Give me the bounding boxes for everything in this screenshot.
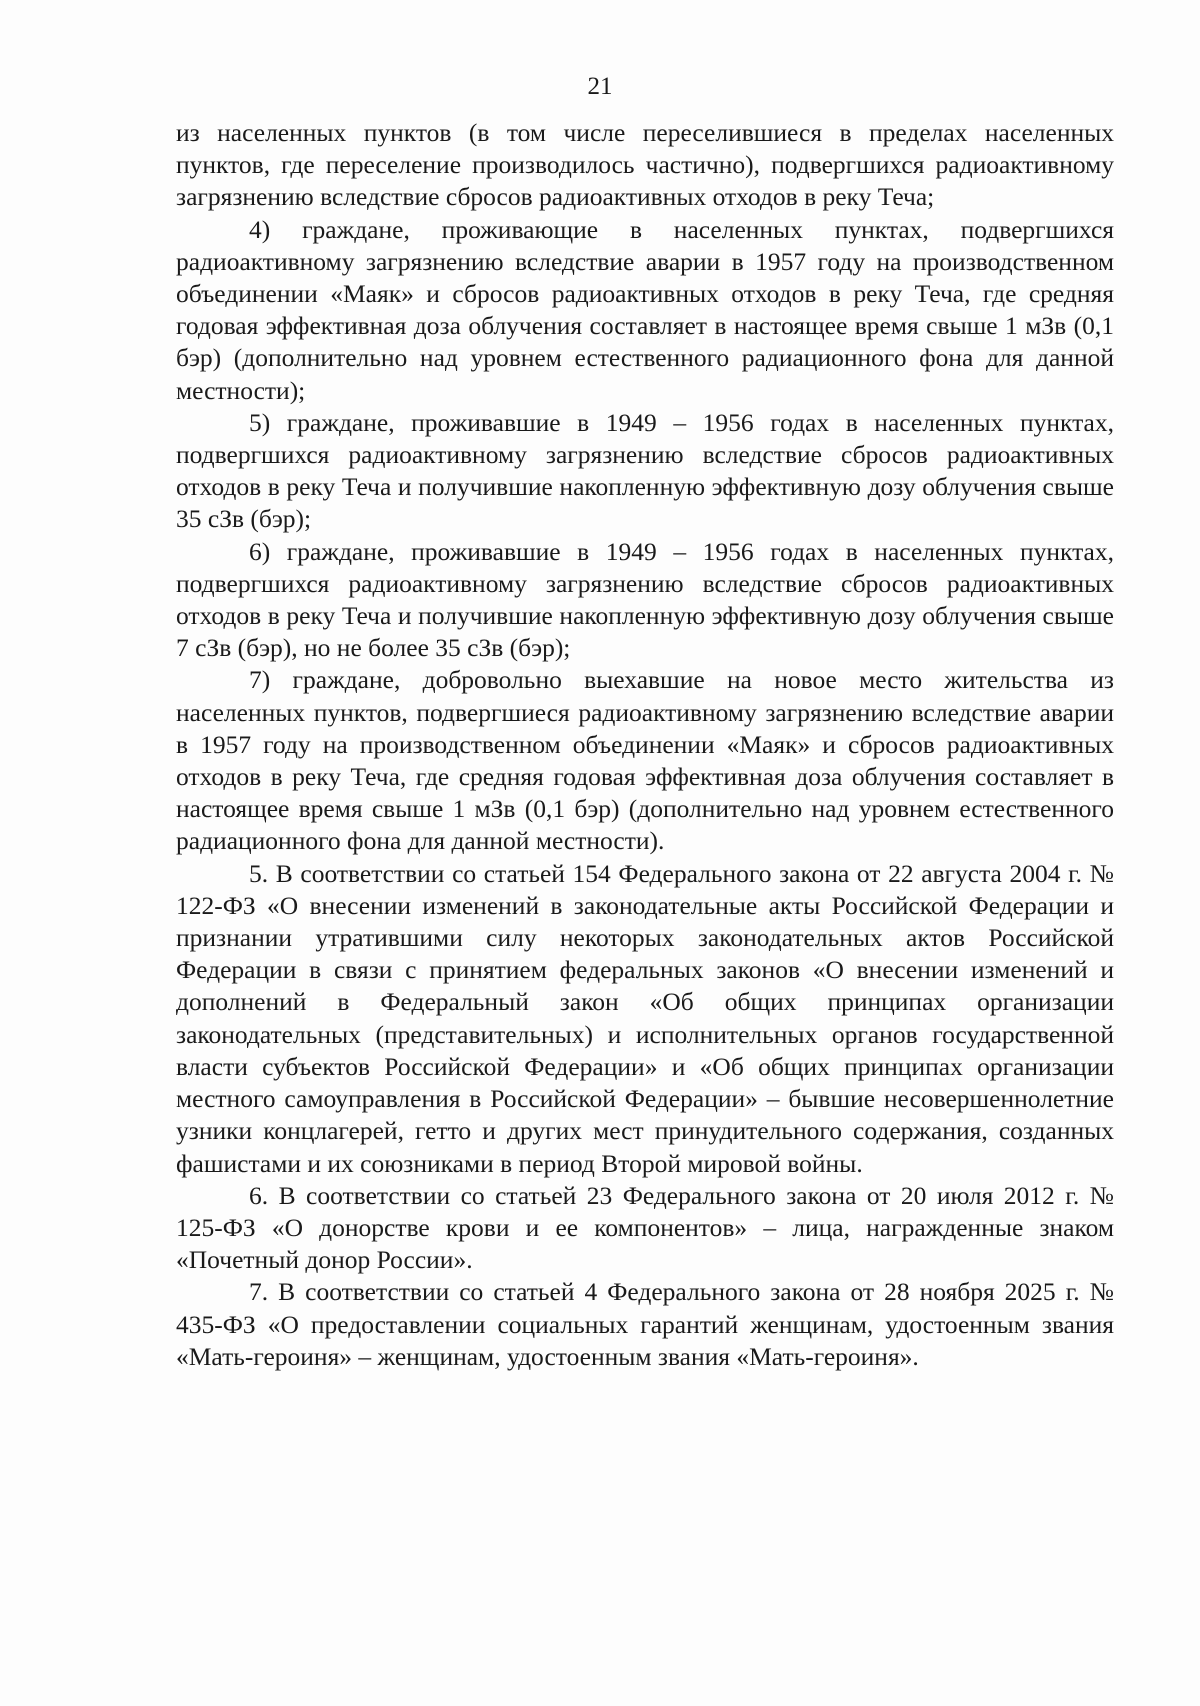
paragraph-item-6: 6) граждане, проживавшие в 1949 – 1956 годах в населенных пунктах, подвергшихся радиоактивному загрязнению вследствие сбросов радиоактивных отходов в реку Теча и получившие накопленную эффективную дозу облучения свыше 7 сЗв (бэр), но не более 35 сЗв (бэр); xyxy=(176,536,1114,663)
document-body xyxy=(176,117,1114,1373)
paragraph-section-5: 5. В соответствии со статьей 154 Федерального закона от 22 августа 2004 г. № 122-ФЗ «О внесении изменений в законодательные акты Российской Федерации и признании утратившими силу некоторых законодательных актов Российской Федерации в связи с принятием федеральных законов «О внесении изменений и дополнений в Федеральный закон «Об общих принципах организации законодательных (представительных) и исполнительных органов государственной власти субъектов Российской Федерации» и «Об общих принципах организации местного самоуправления в Российской Федерации» – бывшие несовершеннолетние узники концлагерей, гетто и других мест принудительного содержания, созданных фашистами и их союзниками в период Второй мировой войны. xyxy=(176,858,1114,1178)
page-number: 21 xyxy=(587,73,613,100)
paragraph-section-6: 6. В соответствии со статьей 23 Федерального закона от 20 июля 2012 г. № 125-ФЗ «О донорстве крови и ее компонентов» – лица, награжденные знаком «Почетный донор России». xyxy=(176,1180,1114,1275)
paragraph-item-5: 5) граждане, проживавшие в 1949 – 1956 годах в населенных пунктах, подвергшихся радиоактивному загрязнению вследствие сбросов радиоактивных отходов в реку Теча и получившие накопленную эффективную дозу облучения свыше 35 сЗв (бэр); xyxy=(176,407,1114,534)
paragraph-item-4: 4) граждане, проживающие в населенных пунктах, подвергшихся радиоактивному загрязнению вследствие аварии в 1957 году на производственном объединении «Маяк» и сбросов радиоактивных отходов в реку Теча, где средняя годовая эффективная доза облучения составляет в настоящее время свыше 1 мЗв (0,1 бэр) (дополнительно над уровнем естественного радиационного фона для данной местности); xyxy=(176,214,1114,405)
paragraph-item-7: 7) граждане, добровольно выехавшие на новое место жительства из населенных пунктов, подвергшиеся радиоактивному загрязнению вследствие аварии в 1957 году на производственном объединении «Маяк» и сбросов радиоактивных отходов в реку Теча, где средняя годовая эффективная доза облучения составляет в настоящее время свыше 1 мЗв (0,1 бэр) (дополнительно над уровнем естественного радиационного фона для данной местности). xyxy=(176,665,1114,856)
paragraph-continuation: из населенных пунктов (в том числе переселившиеся в пределах населенных пунктов, где переселение производилось частично), подвергшихся радиоактивному загрязнению вследствие сбросов радиоактивных отходов в реку Теча; xyxy=(176,118,1114,212)
paragraph-section-7: 7. В соответствии со статьей 4 Федерального закона от 28 ноября 2025 г. № 435-ФЗ «О предоставлении социальных гарантий женщинам, удостоенным звания «Мать-героиня» – женщинам, удостоенным звания «Мать-героиня». xyxy=(176,1277,1114,1371)
